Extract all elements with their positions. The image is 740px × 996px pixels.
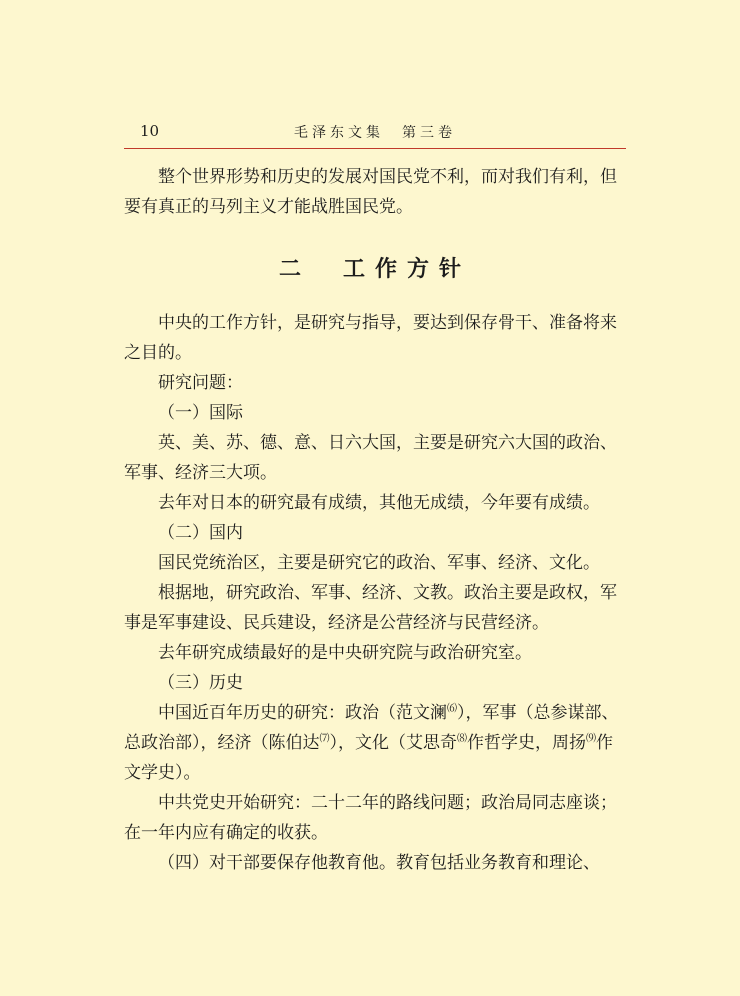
text-segment: 作文学史）。 (124, 733, 613, 783)
text-segment: 作哲学史，周扬 (467, 733, 586, 753)
paragraph-best-results: 去年研究成绩最好的是中央研究院与政治研究室。 (158, 643, 532, 663)
section-heading: 二 工作方针 (278, 257, 471, 282)
paragraph-base-areas: 根据地，研究政治、军事、经济、文教。政治主要是政权，军事是军事建设、民兵建设，经济是公营经济与民营经济。 (124, 583, 617, 633)
footnote-marker-7: ⑺ (319, 733, 330, 745)
subheading-history: （三）历史 (158, 673, 243, 693)
paragraph-six-powers: 英、美、苏、德、意、日六大国，主要是研究六大国的政治、军事、经济三大项。 (124, 433, 617, 483)
subheading-international: （一）国际 (158, 403, 243, 423)
paragraph-party-history: 中共党史开始研究：二十二年的路线问题；政治局同志座谈；在一年内应有确定的收获。 (124, 793, 617, 843)
page-number: 10 (140, 122, 160, 140)
header-rule (124, 148, 626, 149)
paragraph-research-issues: 研究问题： (158, 373, 243, 393)
footnote-marker-6: ⑹ (447, 703, 457, 715)
subheading-domestic: （二）国内 (158, 523, 243, 543)
intro-paragraph-block (124, 162, 626, 222)
paragraph-modern-history (124, 698, 626, 788)
paragraph-cadre-education: （四）对干部要保存他教育他。教育包括业务教育和理论、 (158, 853, 600, 873)
paragraph-work-policy: 中央的工作方针，是研究与指导，要达到保存骨干、准备将来之目的。 (124, 313, 617, 363)
footnote-marker-8: ⑻ (457, 733, 467, 745)
body-text (124, 308, 626, 878)
text-segment: 中国近百年历史的研究：政治（范文澜 (158, 703, 447, 723)
running-title: 毛泽东文集 第三卷 (294, 125, 456, 141)
text-segment: ），文化（艾思奇 (329, 733, 457, 753)
text-segment: ），军事（总参谋部、总政治部），经济（陈伯达 (124, 703, 619, 753)
footnote-marker-9: ⑼ (586, 733, 596, 745)
paragraph-japan-research: 去年对日本的研究最有成绩，其他无成绩，今年要有成绩。 (158, 493, 600, 513)
page-header (124, 120, 626, 148)
paragraph-kmt-areas: 国民党统治区，主要是研究它的政治、军事、经济、文化。 (158, 553, 600, 573)
intro-paragraph: 整个世界形势和历史的发展对国民党不利，而对我们有利，但要有真正的马列主义才能战胜国民党。 (124, 167, 617, 217)
